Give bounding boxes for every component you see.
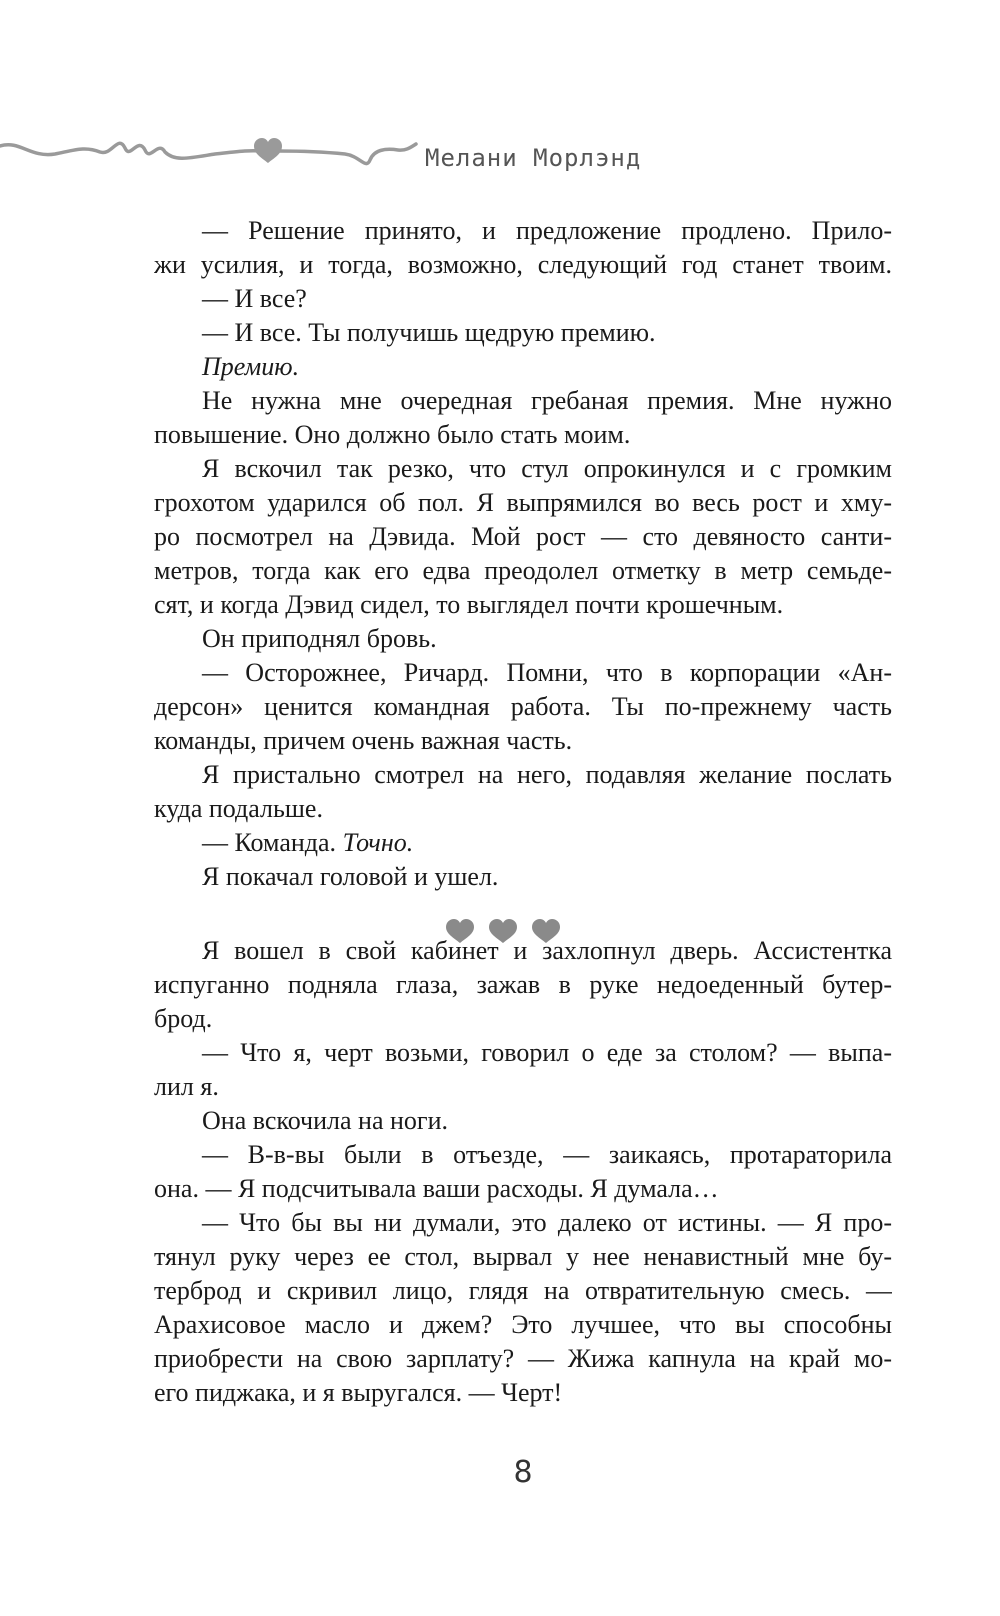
text-line: грохотом ударился об пол. Я выпрямился во весь рост и хму- bbox=[154, 488, 892, 517]
text-line: куда подальше. bbox=[154, 794, 323, 823]
text-line: — Решение принято, и предложение продлено. Прило- bbox=[202, 216, 892, 245]
text-span: — Команда. bbox=[202, 828, 343, 857]
italic-text: Премию. bbox=[202, 352, 300, 381]
text-line: Он приподнял бровь. bbox=[202, 624, 437, 653]
text-line: Я вскочил так резко, что стул опрокинулся и с громким bbox=[202, 454, 892, 483]
text-line: приобрести на свою зарплату? — Жижа капнула на край мо- bbox=[154, 1344, 892, 1373]
text-line: жи усилия, и тогда, возможно, следующий год станет твоим. bbox=[154, 250, 892, 279]
text-line: сят, и когда Дэвид сидел, то выглядел почти крошечным. bbox=[154, 590, 784, 619]
page-header bbox=[0, 118, 1000, 188]
italic-text: Точно. bbox=[342, 828, 414, 857]
text-line: брод. bbox=[154, 1004, 213, 1033]
text-line: дерсон» ценится командная работа. Ты по-прежнему часть bbox=[154, 692, 892, 721]
text-line: — И все? bbox=[202, 284, 307, 313]
text-line: она. — Я подсчитывала ваши расходы. Я думала… bbox=[154, 1174, 719, 1203]
text-line: лил я. bbox=[154, 1072, 219, 1101]
text-line: Я вошел в свой кабинет и захлопнул дверь. Ассистентка bbox=[202, 936, 892, 965]
text-line: — Что бы вы ни думали, это далеко от истины. — Я про- bbox=[202, 1208, 892, 1237]
text-line: Она вскочила на ноги. bbox=[202, 1106, 448, 1135]
text-line: испуганно подняла глаза, зажав в руке недоеденный бутер- bbox=[154, 970, 892, 999]
page-number: 8 bbox=[513, 1455, 533, 1490]
text-line: метров, тогда как его едва преодолел отметку в метр семьде- bbox=[154, 556, 892, 585]
text-line bbox=[154, 350, 892, 384]
text-line: Арахисовое масло и джем? Это лучшее, что вы способны bbox=[154, 1310, 892, 1339]
text-line: — Осторожнее, Ричард. Помни, что в корпорации «Ан- bbox=[202, 658, 892, 687]
text-line: его пиджака, и я выругался. — Черт! bbox=[154, 1378, 563, 1407]
author-name: Мелани Морлэнд bbox=[425, 144, 642, 172]
text-line bbox=[154, 826, 892, 860]
text-line: — Что я, черт возьми, говорил о еде за столом? — выпа- bbox=[202, 1038, 892, 1067]
text-block-bottom bbox=[154, 934, 892, 1410]
text-line: повышение. Оно должно было стать моим. bbox=[154, 420, 631, 449]
text-line: — В-в-вы были в отъезде, — заикаясь, протараторила bbox=[202, 1140, 892, 1169]
text-line: Я пристально смотрел на него, подавляя желание послать bbox=[202, 760, 892, 789]
heart-icon bbox=[254, 138, 282, 163]
text-line: Я покачал головой и ушел. bbox=[202, 862, 499, 891]
text-line: команды, причем очень важная часть. bbox=[154, 726, 573, 755]
text-line: — И все. Ты получишь щедрую премию. bbox=[202, 318, 656, 347]
text-line: Не нужна мне очередная гребаная премия. Мне нужно bbox=[202, 386, 892, 415]
text-line: ро посмотрел на Дэвида. Мой рост — сто девяносто санти- bbox=[154, 522, 892, 551]
text-line: терброд и скривил лицо, глядя на отвратительную смесь. — bbox=[154, 1276, 892, 1305]
text-line: тянул руку через ее стол, вырвал у нее ненавистный мне бу- bbox=[154, 1242, 892, 1271]
text-block-top bbox=[154, 214, 892, 894]
